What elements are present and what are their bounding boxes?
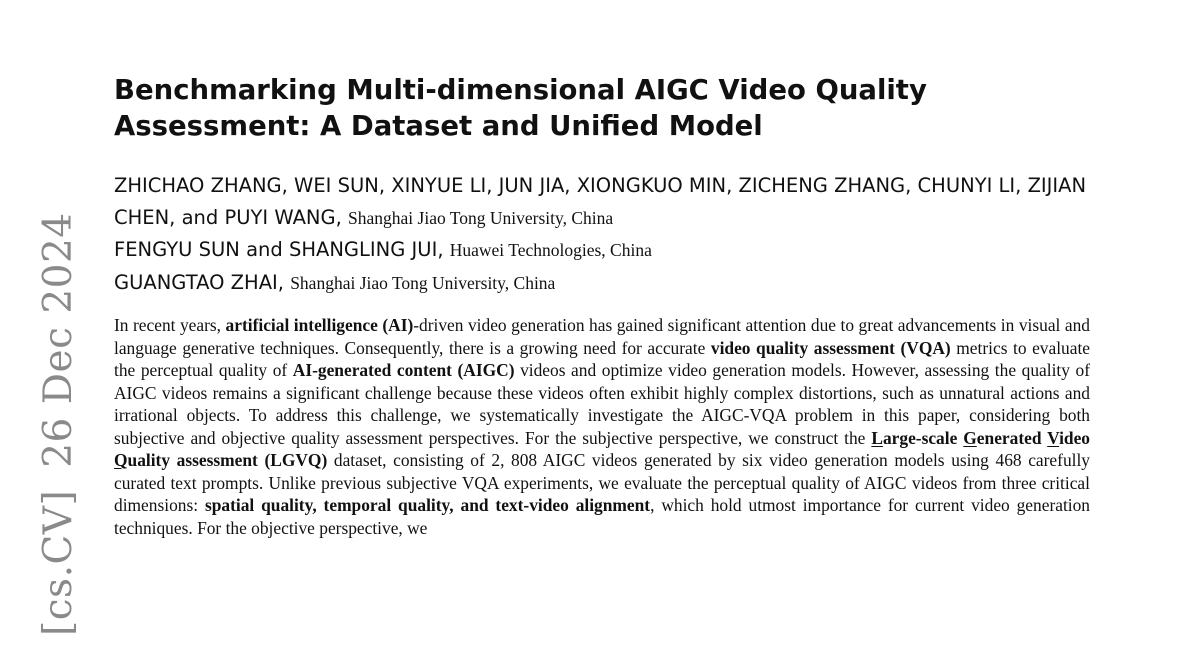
- dataset-name-part: enerated: [976, 427, 1048, 448]
- author-affiliation: Shanghai Jiao Tong University, China: [348, 207, 614, 228]
- abstract-text: -driven video generation has gained significant attention due to great advancements in visual and language generative techniques. Consequently, there is a growing need for accurate: [114, 315, 1091, 358]
- paper-title: Benchmarking Multi-dimensional AIGC Video Quality Assessment: A Dataset and Unified Model: [114, 74, 927, 142]
- abstract-text: metrics to evaluate the perceptual quality of: [114, 337, 1091, 380]
- acronym-letter: L: [871, 427, 883, 448]
- abstract-text: , which hold utmost importance for current video generation techniques. For the objective perspective, we: [114, 495, 1091, 538]
- arxiv-category: [cs.CV]: [36, 489, 81, 636]
- abstract-term: artificial intelligence (AI): [225, 315, 414, 335]
- arxiv-date: 26 Dec 2024: [36, 212, 81, 468]
- dataset-name-part: arge-scale: [882, 427, 964, 448]
- author-group: GUANGTAO ZHAI, Shanghai Jiao Tong University, China: [114, 270, 556, 294]
- author-names: ZHICHAO ZHANG, WEI SUN, XINYUE LI, JUN JIA, XIONGKUO MIN, ZICHENG ZHANG, CHUNYI LI, ZIJIAN CHEN, and PUYI WANG: [114, 174, 1087, 229]
- acronym-letter: G: [963, 427, 977, 448]
- abstract: [114, 314, 1090, 539]
- abstract-text: In recent years,: [114, 315, 226, 335]
- abstract-term: spatial quality, temporal quality, and text-video alignment: [204, 495, 651, 515]
- acronym-letter: V: [1047, 427, 1060, 448]
- author-affiliation: Huawei Technologies, China: [449, 240, 652, 260]
- author-names: FENGYU SUN and SHANGLING JUI: [114, 238, 438, 261]
- dataset-name-part: uality assessment (LGVQ): [127, 450, 328, 470]
- dataset-name-part: ideo: [1059, 427, 1090, 448]
- abstract-term: video quality assessment (VQA): [710, 337, 951, 358]
- abstract-text: dataset, consisting of 2, 808 AIGC videos generated by six video generation models using 468 carefully curated text prompts. Unlike previous subjective VQA experiments, we evaluate the perceptual quality of AIGC videos from three critical dimensions:: [114, 450, 1091, 515]
- abstract-term: AI-generated content (AIGC): [292, 360, 515, 380]
- arxiv-side-stamp: [36, 212, 81, 636]
- author-block: [114, 170, 1114, 299]
- author-names: GUANGTAO ZHAI: [114, 270, 278, 294]
- acronym-letter: Q: [114, 450, 128, 470]
- abstract-text: videos and optimize video generation models. However, assessing the quality of AIGC videos remains a significant challenge because these videos often exhibit highly complex distortions, such as unnatural actions and irrational objects. To address this challenge, we systematically investigate the AIGC-VQA problem in this paper, considering both subjective and objective quality assessment perspectives. For the subjective perspective, we construct the: [114, 360, 1090, 448]
- author-group: ZHICHAO ZHANG, WEI SUN, XINYUE LI, JUN JIA, XIONGKUO MIN, ZICHENG ZHANG, CHUNYI LI, ZIJIAN CHEN, and PUYI WANG, Shanghai Jiao Tong University, China: [114, 174, 1087, 229]
- author-affiliation: Shanghai Jiao Tong University, China: [290, 272, 556, 293]
- author-group: FENGYU SUN and SHANGLING JUI, Huawei Technologies, China: [114, 238, 652, 261]
